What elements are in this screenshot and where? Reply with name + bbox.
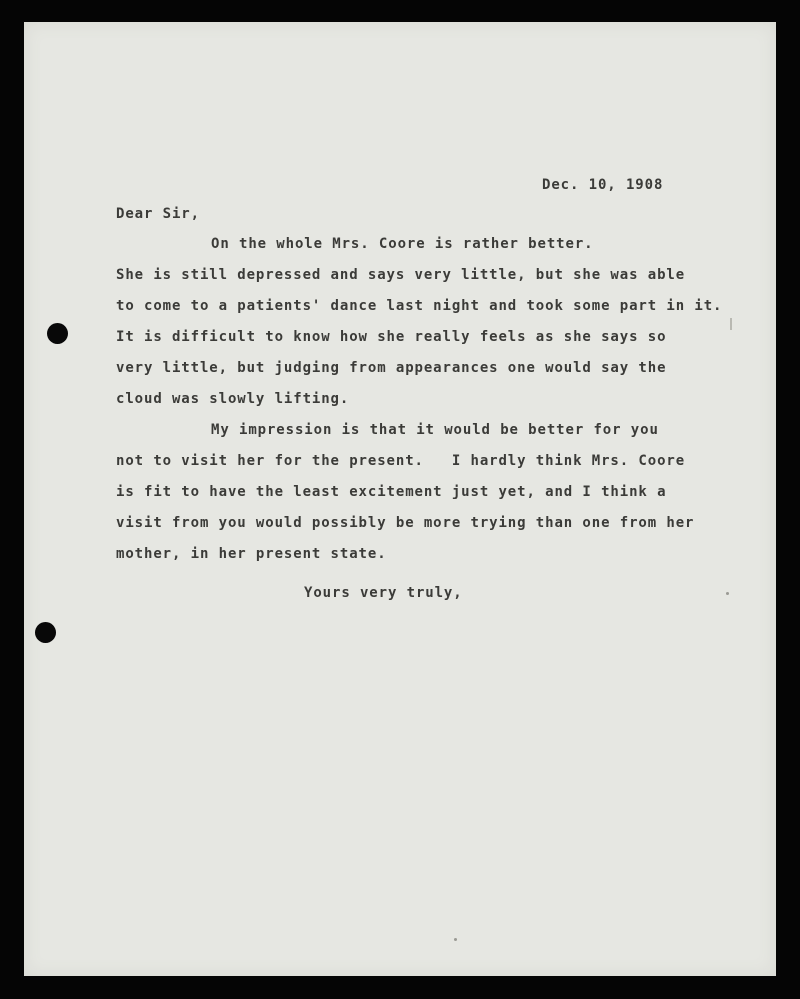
paragraph-1-line-1: On the whole Mrs. Coore is rather better. (211, 236, 594, 252)
paragraph-2-line-1: My impression is that it would be better for you (211, 422, 659, 438)
paragraph-2-line-4: visit from you would possibly be more trying than one from her (116, 515, 695, 531)
letter-salutation: Dear Sir, (116, 206, 200, 222)
punch-hole-top (47, 323, 68, 344)
paper-speck (726, 592, 729, 595)
paragraph-1-line-4: It is difficult to know how she really feels as she says so (116, 329, 667, 345)
paragraph-2-line-3: is fit to have the least excitement just yet, and I think a (116, 484, 667, 500)
paper-mark (730, 318, 732, 330)
paragraph-1-line-3: to come to a patients' dance last night and took some part in it. (116, 298, 723, 314)
punch-hole-bottom (35, 622, 56, 643)
paragraph-2-line-2: not to visit her for the present. I hardly think Mrs. Coore (116, 453, 686, 469)
paragraph-2-line-5: mother, in her present state. (116, 546, 387, 562)
paragraph-1-line-5: very little, but judging from appearances one would say the (116, 360, 667, 376)
paragraph-1-line-2: She is still depressed and says very little, but she was able (116, 267, 686, 283)
letter-closing: Yours very truly, (304, 585, 463, 601)
paper-speck (454, 938, 457, 941)
letter-sheet (24, 22, 776, 976)
letter-date: Dec. 10, 1908 (542, 177, 664, 193)
paragraph-1-line-6: cloud was slowly lifting. (116, 391, 350, 407)
